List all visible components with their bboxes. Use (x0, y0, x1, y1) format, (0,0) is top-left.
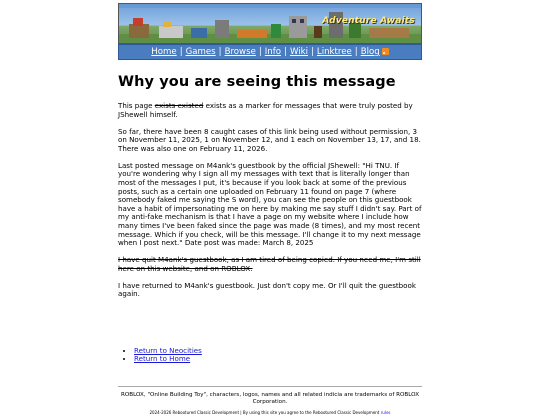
rules-link[interactable]: rules (380, 410, 391, 415)
page-title: Why you are seeing this message (118, 74, 396, 90)
return-to-neocities-link[interactable]: Return to Neocities (134, 345, 202, 355)
last-message-paragraph: Last posted message on M4ank's guestbook by the official JShewell: "Hi TNU. If you're wondering why I sign all my messages with text that is literally longer than most of the messages I put, it's because if you look back at some of the previous posts, such as a certain one uploaded on February 11 found on page 7 (where somebody faked me saying the S word), you can see the people on this guestbook have a habit of impersonating me on here by making me say stuff I didn't say. Part of my anti-fake mechanism is that I have a page on my website where I include how many times I've been faked since the page was made (8 times), and my most recent message. Which if you check, will be this message. I'll change it to my next message when I post next." Date post was made: March 8, 2025 (118, 160, 422, 248)
rss-icon[interactable] (382, 48, 389, 55)
nav-separator: | (284, 47, 287, 57)
nav-link-games[interactable]: Games (185, 47, 216, 57)
copyright-text: 2024-2026 Rebootured Classic Development | By using this site you agree to the Rebootured Classic Development (149, 410, 381, 415)
fake-count-paragraph: So far, there have been 8 caught cases of this link being used without permission, 3 on November 11, 2025, 1 on November 12, and 1 each on November 13, 17, and 18. There was also one on February 11, 2026. (118, 126, 421, 153)
copyright-notice (118, 410, 422, 415)
page-container (118, 3, 422, 415)
return-to-home-link[interactable]: Return to Home (134, 354, 191, 364)
nav-separator: | (179, 47, 183, 57)
list-item (134, 355, 422, 364)
nav-link-wiki[interactable]: Wiki (289, 47, 308, 57)
quit-notice-paragraph: I have quit M4ank's guestbook, as I am tired of being copied. If you need me, I'm still here on this website, and on ROBLOX. (118, 255, 421, 273)
link-list (118, 347, 422, 364)
nav-link-linktree[interactable]: Linktree (316, 47, 352, 57)
nav-separator: | (218, 47, 222, 57)
trademark-notice: ROBLOX, "Online Building Toy", characters, logos, names and all related indicia are trademarks of ROBLOX Corporation. (120, 392, 420, 406)
nav-separator: | (311, 47, 314, 57)
intro-suffix: exists as a marker for messages that were truly posted by JShewell himself. (118, 101, 413, 119)
nav-link-blog[interactable]: Blog (360, 47, 380, 57)
nav-link-browse[interactable]: Browse (224, 47, 256, 57)
site-banner[interactable] (118, 3, 422, 44)
nav-link-info[interactable]: Info (264, 47, 282, 57)
nav-separator: | (354, 47, 358, 57)
nav-link-home[interactable]: Home (151, 47, 177, 57)
intro-paragraph (118, 102, 422, 119)
return-notice-paragraph: I have returned to M4ank's guestbook. Just don't copy me. Or I'll quit the guestbook again. (118, 280, 416, 299)
intro-prefix: This page (118, 101, 155, 110)
intro-struck-text: exists existed (154, 101, 204, 110)
nav-separator: | (258, 47, 262, 57)
banner-title: Adventure Awaits (322, 16, 415, 26)
nav-bar (118, 44, 422, 60)
footer (118, 386, 422, 415)
